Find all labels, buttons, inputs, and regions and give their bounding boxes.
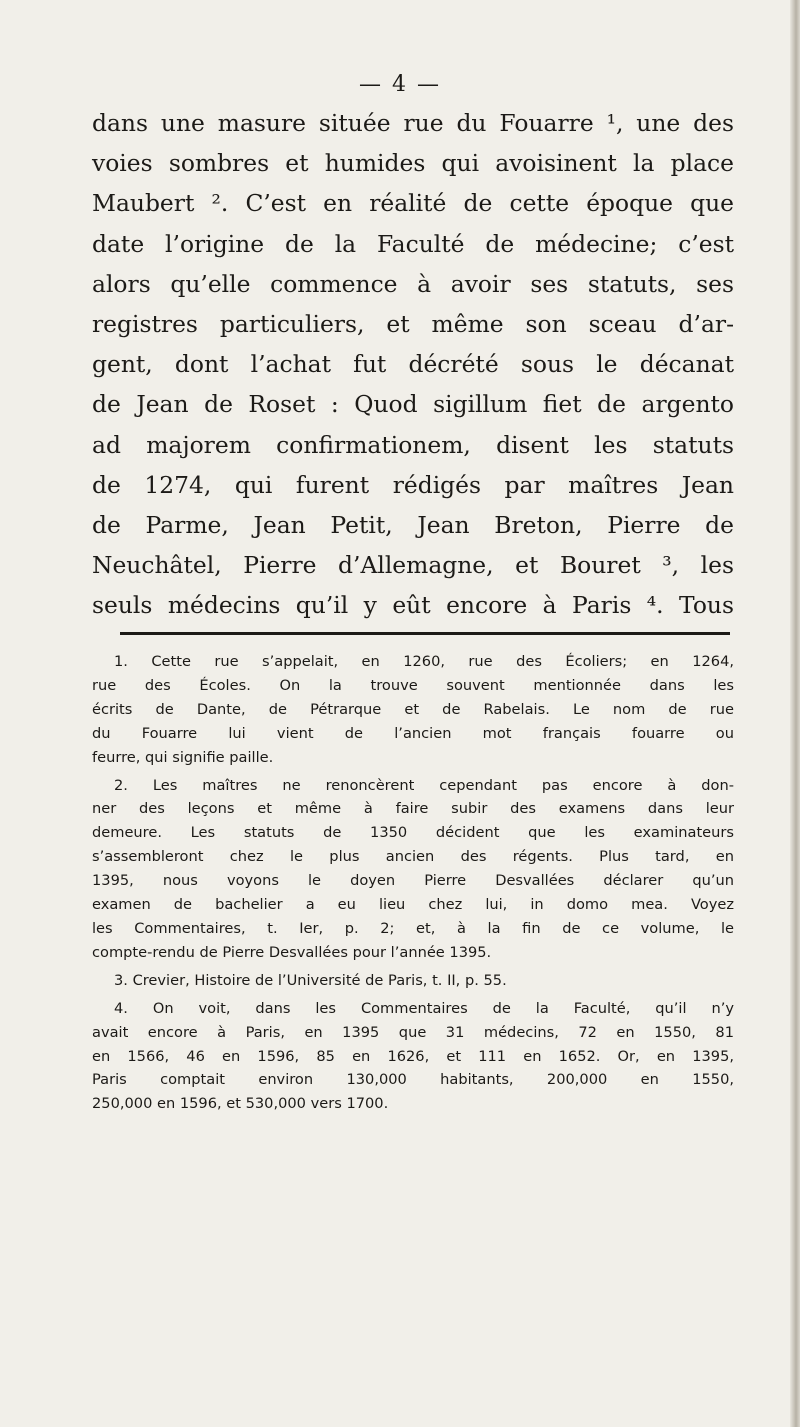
text-line: voies sombres et humides qui avoisinent la place — [92, 149, 734, 178]
text-line: ad majorem confirmationem, disent les statuts — [92, 430, 734, 459]
footnote-line: s’assembleront chez le plus ancien des régents. Plus tard, en — [92, 848, 734, 866]
text-line: registres particuliers, et même son sceau d’ar- — [92, 310, 734, 339]
footnote-1 — [92, 650, 734, 770]
text-line: alors qu’elle commence à avoir ses statuts, ses — [92, 269, 734, 298]
footnote-3 — [92, 969, 734, 993]
footnote-4 — [92, 997, 734, 1117]
footnote-line: feurre, qui signifie paille. — [92, 748, 274, 766]
text-line: de Jean de Roset : Quod sigillum fiet de argento — [92, 390, 734, 419]
text-line: de Parme, Jean Petit, Jean Breton, Pierre de — [92, 511, 734, 540]
text-line: Maubert ². C’est en réalité de cette époque que — [92, 189, 734, 218]
text-line: date l’origine de la Faculté de médecine; c’est — [92, 229, 734, 258]
footnote-2 — [92, 774, 734, 965]
main-text — [92, 103, 734, 626]
footnote-line: les Commentaires, t. Ier, p. 2; et, à la fin de ce volume, le — [92, 919, 734, 937]
footnote-line: Paris comptait environ 130,000 habitants, 200,000 en 1550, — [92, 1071, 734, 1089]
footnote-line: avait encore à Paris, en 1395 que 31 médecins, 72 en 1550, 81 — [92, 1023, 734, 1041]
footnote-line: écrits de Dante, de Pétrarque et de Rabelais. Le nom de rue — [92, 700, 734, 718]
text-line: Neuchâtel, Pierre d’Allemagne, et Bouret ³, les — [92, 551, 734, 580]
page-edge — [790, 0, 800, 1427]
footnote-line: compte-rendu de Pierre Desvallées pour l’année 1395. — [92, 943, 492, 961]
page-number: — 4 — — [359, 72, 441, 97]
footnote-line: 2. Les maîtres ne renoncèrent cependant pas encore à don- — [114, 776, 734, 794]
footnote-line: du Fouarre lui vient de l’ancien mot français fouarre ou — [92, 724, 734, 742]
footnote-divider — [120, 632, 730, 635]
text-line: seuls médecins qu’il y eût encore à Paris ⁴. Tous — [92, 591, 734, 620]
text-line: dans une masure située rue du Fouarre ¹, une des — [92, 109, 734, 137]
footnote-line: 4. On voit, dans les Commentaires de la Faculté, qu’il n’y — [114, 999, 734, 1017]
footnote-line: en 1566, 46 en 1596, 85 en 1626, et 111 en 1652. Or, en 1395, — [92, 1047, 734, 1065]
footnote-line: rue des Écoles. On la trouve souvent mentionnée dans les — [92, 676, 734, 694]
footnote-line: demeure. Les statuts de 1350 décident que les examinateurs — [92, 824, 734, 842]
footnote-line: 1395, nous voyons le doyen Pierre Desvallées déclarer qu’un — [92, 872, 734, 890]
text-line: gent, dont l’achat fut décrété sous le décanat — [92, 350, 734, 379]
footnote-line: 250,000 en 1596, et 530,000 vers 1700. — [92, 1095, 389, 1113]
footnote-line: ner des leçons et même à faire subir des examens dans leur — [92, 800, 734, 818]
footnote-line: examen de bachelier a eu lieu chez lui, in domo mea. Voyez — [92, 896, 734, 914]
footnote-line: 3. Crevier, Histoire de l’Université de Paris, t. II, p. 55. — [114, 971, 507, 989]
text-line: de 1274, qui furent rédigés par maîtres Jean — [92, 470, 734, 499]
footnotes — [92, 650, 734, 1120]
footnote-line: 1. Cette rue s’appelait, en 1260, rue des Écoliers; en 1264, — [114, 653, 734, 670]
